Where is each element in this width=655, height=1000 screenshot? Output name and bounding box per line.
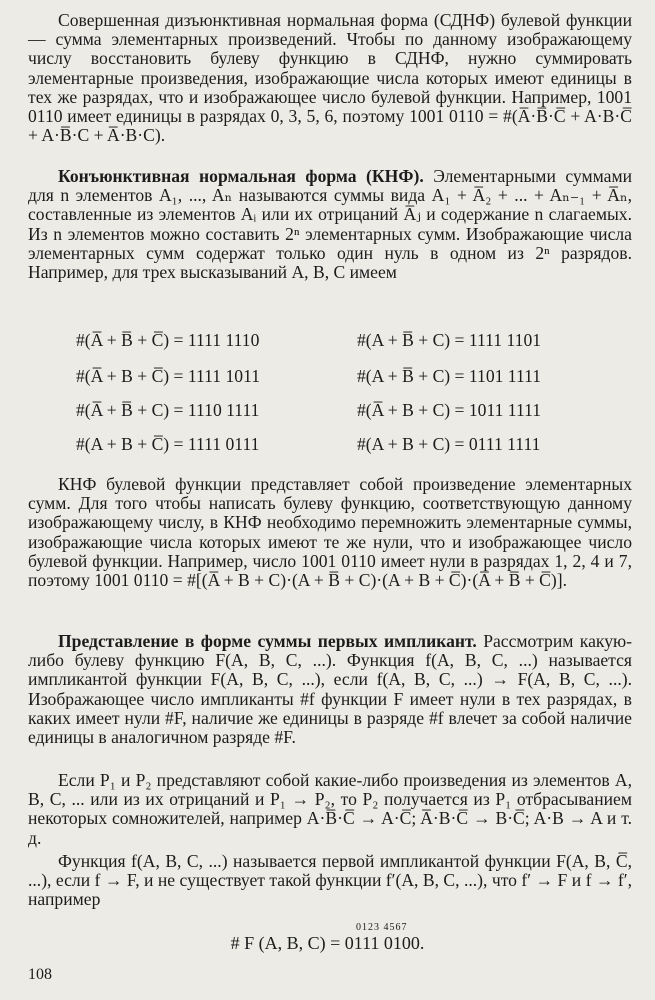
formula-right: #(A + B + C) = 0111 1111	[357, 434, 541, 454]
knf-definition-text: Элементарными суммами для n элементов A₁, ..., Aₙ называются суммы вида A₁ + A̅₂ + ... + Aₙ₋₁ + A̅ₙ, составленные из элементов Aᵢ или их отрицаний A̅ⱼ и содержание n слагаемых. Из n элементов можно составить 2ⁿ элементарных сумм. Изображающие числа элементарных сумм содержат только один нуль в одном из 2ⁿ разрядов. Например, для трех высказываний A, B, C имеем	[28, 166, 632, 283]
formula-row	[0, 400, 655, 422]
paragraph-first-implicant	[28, 852, 632, 910]
paragraph-first-implicant-text: Функция f(A, B, C, ...) называется первой импликантой функции F(A, B, C̅, ...), если f → F, и не существует такой функции f′(A, B, C, ...), что f′ → F и f → f′, например	[28, 851, 632, 910]
implicants-heading: Представление в форме суммы первых импликант.	[58, 631, 477, 651]
paragraph-implicants	[28, 632, 632, 747]
paragraph-products	[28, 771, 632, 848]
formula-left: #(A̅ + B̅ + C̅) = 1111 1110	[76, 330, 260, 350]
formula-row	[0, 366, 655, 388]
formula-right: #(A + B̅ + C) = 1111 1101	[357, 330, 542, 350]
formula-right: #(A + B̅ + C) = 1101 1111	[357, 366, 542, 386]
formula-row	[0, 330, 655, 352]
paragraph-sdnf	[28, 11, 632, 145]
formula-left: #(A̅ + B̅ + C) = 1110 1111	[76, 400, 260, 420]
formula-left: #(A + B + C̅) = 1111 0111	[76, 434, 260, 454]
paragraph-knf-usage	[28, 475, 632, 590]
paragraph-knf-usage-text: КНФ булевой функции представляет собой произведение элементарных сумм. Для того чтобы написать булеву функцию, соответствующую данному изображающему числу, в КНФ необходимо перемножить элементарные суммы, изображающие числа которых имеют те же нули, что и изображающее число булевой функции. Например, число 1001 0110 имеет нули в разрядах 1, 2, 4 и 7, поэтому 1001 0110 = #[(A̅ + B + C)·(A + B̅ + C)·(A + B + C̅)·(A̅ + B̅ + C̅)].	[28, 474, 632, 591]
implicants-text: Рассмотрим какую-либо булеву функцию F(A, B, C, ...). Функция f(A, B, C, ...) называется импликантой функции F(A, B, C, ...), если f(A, B, C, ...) → F(A, B, C, ...). Изображающее число импликанты #f функции F имеет нули в тех разрядах, в каких имеет нули #F, наличие же единицы в разряде #f влечет за собой наличие единицы в аналогичном разряде #F.	[28, 631, 632, 748]
knf-heading: Конъюнктивная нормальная форма (КНФ).	[58, 166, 424, 186]
paragraph-knf-definition	[28, 167, 632, 282]
page-number: 108	[28, 966, 52, 983]
formula-right: #(A̅ + B + C) = 1011 1111	[357, 400, 542, 420]
paragraph-products-text: Если P₁ и P₂ представляют собой какие-либо произведения из элементов A, B, C, ... или из их отрицаний и P₁ → P₂, то P₂ получается из P₁ отбрасыванием некоторых сомножителей, например A·B̅·C̅ → A·C̅; A̅·B·C̅ → B·C̅; A·B → A и т. д.	[28, 770, 632, 848]
final-formula: # F (A, B, C) = 0111 0100.	[230, 933, 425, 953]
bit-position-labels: 0123 4567	[356, 922, 408, 933]
formula-left: #(A̅ + B + C̅) = 1111 1011	[76, 366, 261, 386]
paragraph-sdnf-text: Совершенная дизъюнктивная нормальная форма (СДНФ) булевой функции — сумма элементарных произведений. Чтобы по данному изображающему числу восстановить булеву функцию в СДНФ, нужно суммировать элементарные произведения, изображающие числа которых имеют единицы в тех же разрядах, что и изображающее число булевой функции. Например, 1001 0110 имеет единицы в разрядах 0, 3, 5, 6, поэтому 1001 0110 = #(A̅·B̅·C̅ + A·B·C̅ + A·B̅·C + A̅·B·C).	[28, 10, 632, 146]
formula-row	[0, 434, 655, 456]
